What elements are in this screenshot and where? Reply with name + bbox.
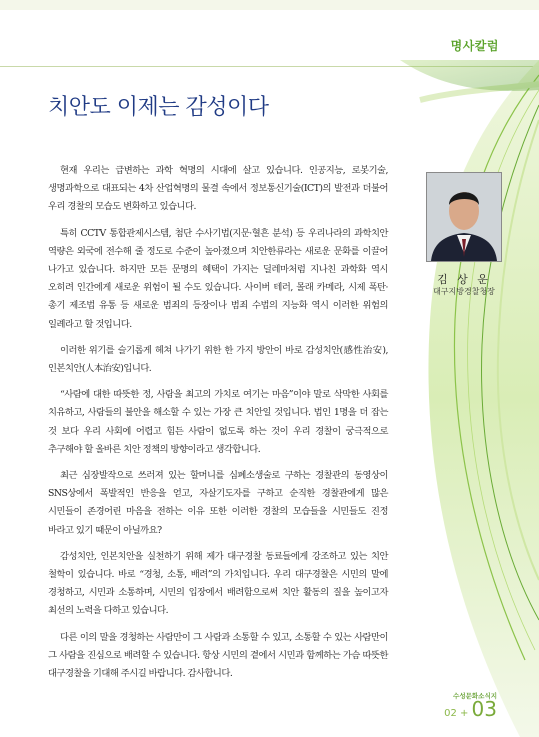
page-number-left: 02 + <box>444 708 472 719</box>
paragraph: 특히 CCTV 통합관제시스템, 첨단 수사기법(지문·혈흔 분석) 등 우리나라의 과학치안 역량은 외국에 전수해 줄 정도로 수준이 높아졌으며 치안한류라는 새로운 문화를 이끌어 나가고 있습니다. 하지만 모든 문명의 혜택이 가지는 딜레마처럼 지나친 과학화 역시 오히려 인간에게 새로운 위험이 될 수도 있습니다. 사이버 테러, 몰래 카메라, 시제 폭탄·총기 제조법 유통 등 새로운 범죄의 등장이나 범죄 수법의 지능화 역시 이러한 위험의 일례라고 할 것입니다. <box>48 227 388 330</box>
paragraph: 현재 우리는 급변하는 과학 혁명의 시대에 살고 있습니다. 인공지능, 로봇기술, 생명과학으로 대표되는 4차 산업혁명의 물결 속에서 정보통신기술(ICT)의 발전과 더불어 우리 경찰의 모습도 변화하고 있습니다. <box>48 165 388 213</box>
article-body <box>48 162 388 691</box>
article-title: 치안도 이제는 감성이다 <box>48 95 269 120</box>
author-position: 대구지방경찰청장 <box>433 287 495 296</box>
green-wave-decoration <box>400 60 539 737</box>
page-number <box>444 697 497 721</box>
paragraph: 다른 이의 말을 경청하는 사람만이 그 사람과 소통할 수 있고, 소통할 수 있는 사람만이 그 사람을 진심으로 배려할 수 있습니다. 항상 시민의 곁에서 시민과 함께하는 가슴 따뜻한 대구경찰을 기대해 주시길 바랍니다. 감사합니다. <box>48 631 388 680</box>
section-label: 명사칼럼 <box>450 39 499 53</box>
portrait-image <box>427 173 501 261</box>
author-name: 김 상 운 <box>437 273 491 286</box>
footer-magazine-name: 수성문화소식지 <box>453 692 497 700</box>
page-number-right: 03 <box>471 697 497 721</box>
paragraph: 이러한 위기를 슬기롭게 헤쳐 나가기 위한 한 가지 방안이 바로 감성치안(感性治安), 인본치안(人本治安)입니다. <box>48 344 388 375</box>
author-photo <box>426 172 502 262</box>
paragraph: 최근 심장발작으로 쓰러져 있는 할머니를 심폐소생술로 구하는 경찰관의 동영상이 SNS상에서 폭발적인 반응을 얻고, 자살기도자를 구하고 순직한 경찰관에게 많은 시민들이 존경어린 마음을 전하는 이유 또한 이러한 경찰의 모습들을 시민들도 진정 바라고 있기 때문이 아닐까요? <box>48 470 388 536</box>
paragraph: 감성치안, 인본치안을 실천하기 위해 제가 대구경찰 동료들에게 강조하고 있는 치안 철학이 있습니다. 바로 “경청, 소통, 배려”의 가치입니다. 우리 대구경찰은 시민의 말에 경청하고, 시민과 소통하며, 시민의 입장에서 배려함으로써 치안 활동의 질을 높이고자 최선의 노력을 다하고 있습니다. <box>48 550 388 617</box>
top-band <box>0 0 539 10</box>
paragraph: “사람에 대한 따뜻한 정, 사람을 최고의 가치로 여기는 마음”이야 말로 삭막한 사회를 치유하고, 사람들의 불안을 해소할 수 있는 가장 큰 치안일 것입니다. 법인 1명을 더 잡는 것 보다 우리 사회에 어렵고 힘든 사람이 없도록 하는 것이 우리 경찰이 궁극적으로 추구해야 할 올바른 치안 정책의 방향이라고 생각합니다. <box>48 389 388 455</box>
